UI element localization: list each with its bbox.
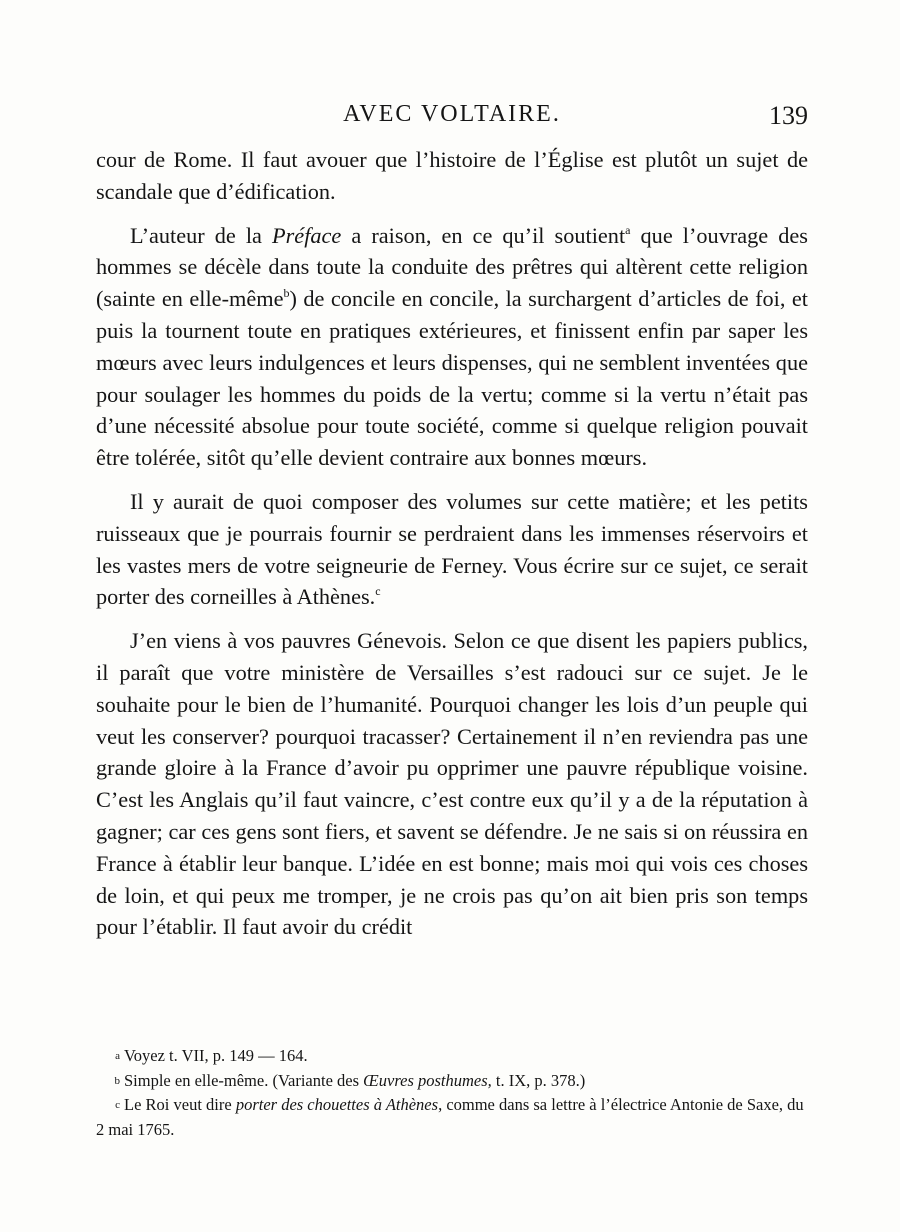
text-run: ) de concile en concile, la surchargent d’articles de foi, et puis la tournent toute en pratiques extérieures, et finissent enfin par saper les mœurs avec leurs indulgences et leurs dispenses, qui ne semblent inventées que pour soulager les hommes du poids de la vertu; comme si la vertu n’était pas d’une nécessité absolue pour toute société, comme si quelque religion pouvait être tolérée, sitôt qu’elle devient contraire aux bonnes mœurs.: [96, 286, 808, 471]
footnote: [96, 1044, 808, 1069]
footnote-reference: a: [625, 222, 631, 237]
text-run: t. IX, p. 378.): [491, 1070, 586, 1090]
footnote-text: [124, 1071, 585, 1090]
text-run: Voyez t. VII, p. 149 — 164.: [124, 1046, 308, 1065]
text-run: Simple en elle-même. (Variante des: [124, 1070, 364, 1090]
paragraph: [96, 486, 808, 613]
page-header: [96, 101, 808, 135]
paragraph: [96, 220, 808, 474]
italic-text: Préface: [272, 222, 342, 248]
text-run: que l’ouvrage des hommes se décèle dans toute la conduite des prêtres qui altèrent cette religion (sainte en elle-même: [96, 222, 808, 312]
running-title: AVEC VOLTAIRE.: [343, 101, 561, 127]
footnote-text: [96, 1095, 804, 1139]
body-text: [96, 144, 808, 955]
text-run: , comme dans sa lettre à l’électrice Antonie de Saxe, du 2 mai 1765.: [96, 1095, 804, 1139]
footnotes: [96, 1044, 808, 1142]
footnote: [96, 1093, 808, 1142]
text-run: Le Roi veut dire: [124, 1095, 236, 1114]
italic-text: porter des chouettes à Athènes: [235, 1095, 439, 1114]
text-run: L’auteur de la: [130, 222, 272, 248]
text-run: J’en viens à vos pauvres Génevois. Selon ce que disent les papiers publics, il paraît que votre ministère de Versailles s’est radouci sur ce sujet. Je le souhaite pour le bien de l’humanité. Pourquoi changer les lois d’un peuple qui veut les conserver? pourquoi tracasser? Certainement il n’en reviendra pas une grande gloire à la France d’avoir pu opprimer une pauvre république voisine. C’est les Anglais qu’il faut vaincre, c’est contre eux qu’il y a de la réputation à gagner; car ces gens sont fiers, et savent se défendre. Je ne sais si on réussira en France à établir leur banque. L’idée en est bonne; mais moi qui vois ces choses de loin, et qui peux me tromper, je ne crois pas qu’on ait bien pris son temps pour l’établir. Il faut avoir du crédit: [96, 628, 808, 940]
footnote-mark: c: [115, 1099, 120, 1111]
text-run: a raison, en ce qu’il soutient: [341, 222, 626, 248]
paragraph: [96, 144, 808, 208]
text-run: Il y aurait de quoi composer des volumes sur cette matière; et les petits ruisseaux que je pourrais fournir se perdraient dans les immenses réservoirs et les vastes mers de votre seigneurie de Ferney. Vous écrire sur ce sujet, ce serait porter des corneilles à Athènes.: [96, 488, 808, 610]
footnote-reference: b: [283, 286, 290, 301]
footnote-reference: c: [375, 584, 381, 599]
footnote-mark: b: [114, 1074, 120, 1087]
page-number: 139: [769, 101, 808, 130]
paragraph: [96, 625, 808, 943]
footnote: [96, 1069, 808, 1094]
footnote-text: [124, 1046, 308, 1065]
italic-text: Œuvres posthumes,: [363, 1070, 492, 1090]
text-run: cour de Rome. Il faut avouer que l’histoire de l’Église est plutôt un sujet de scandale que d’édification.: [96, 147, 808, 204]
footnote-mark: a: [115, 1050, 120, 1062]
